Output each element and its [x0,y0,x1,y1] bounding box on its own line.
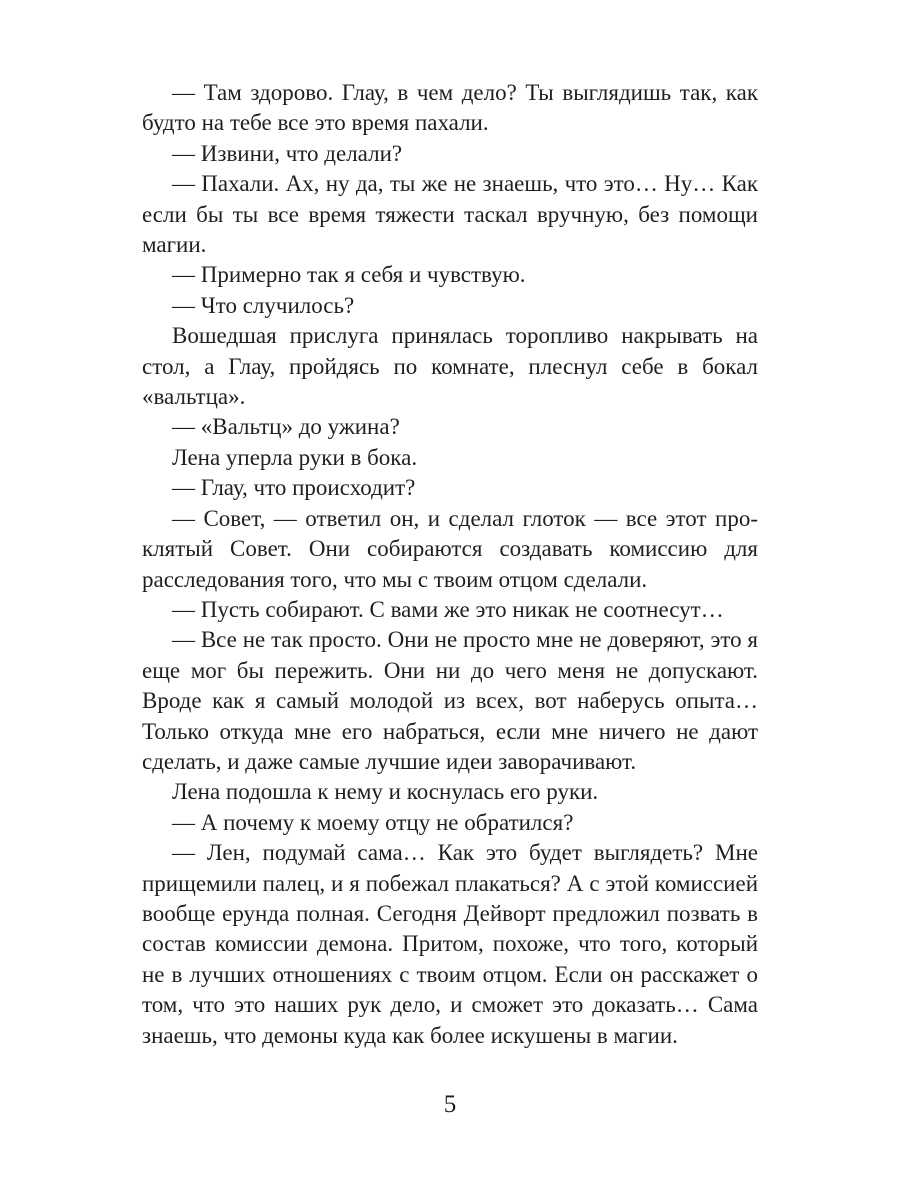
paragraph: — А почему к моему отцу не обратился? [172,809,574,835]
paragraph: — Лен, подумай сама… Как это будет выглядеть? Мне прищемили палец, и я побежал плакаться? А с этой комиссией вообще ерунда полная. Сегодня Дейворт предложил позвать в состав комиссии демона. Притом, похоже, что того, который не в лучших отношениях с твоим отцом. Если он расскажет о том, что это наших рук дело, и сможет это доказать… Сама знаешь, что демоны куда как более искушены в магии. [142,840,758,1048]
paragraph: — Извини, что делали? [172,140,403,166]
paragraph: — Что случилось? [172,292,355,318]
paragraph: — Пахали. Ах, ну да, ты же не знаешь, что это… Ну… Как если бы ты все время тяжести таскал вручную, без помощи магии. [142,171,758,258]
paragraph: — Там здорово. Глау, в чем дело? Ты выглядишь так, как будто на тебе все это время пахали. [142,80,758,136]
paragraph: — Все не так просто. Они не просто мне не доверяют, это я еще мог бы пережить. Они ни до чего меня не допускают. Вроде как я самый молодой из всех, вот наберусь опыта… Только откуда мне его набраться, если мне ничего не дают сделать, и даже самые лучшие идеи заворачивают. [142,627,758,774]
paragraph: Лена подошла к нему и коснулась его руки. [172,779,599,805]
paragraph: Лена уперла руки в бока. [172,444,418,470]
paragraph: — Глау, что происходит? [172,475,416,501]
page-number: 5 [443,1091,457,1118]
paragraph: — Примерно так я себя и чувствую. [172,262,526,288]
paragraph: — Пусть собирают. С вами же это никак не соотнесут… [172,596,724,622]
paragraph: Вошедшая прислуга принялась торопливо накрывать на стол, а Глау, пройдясь по комнате, плеснул себе в бокал «вальтца». [142,323,758,410]
page-text [142,78,758,1051]
paragraph: — Совет, — ответил он, и сделал глоток — все этот проклятый Совет. Они собираются создавать комиссию для расследования того, что мы с твоим отцом сделали. [142,505,758,592]
paragraph: — «Вальтц» до ужина? [172,414,400,440]
